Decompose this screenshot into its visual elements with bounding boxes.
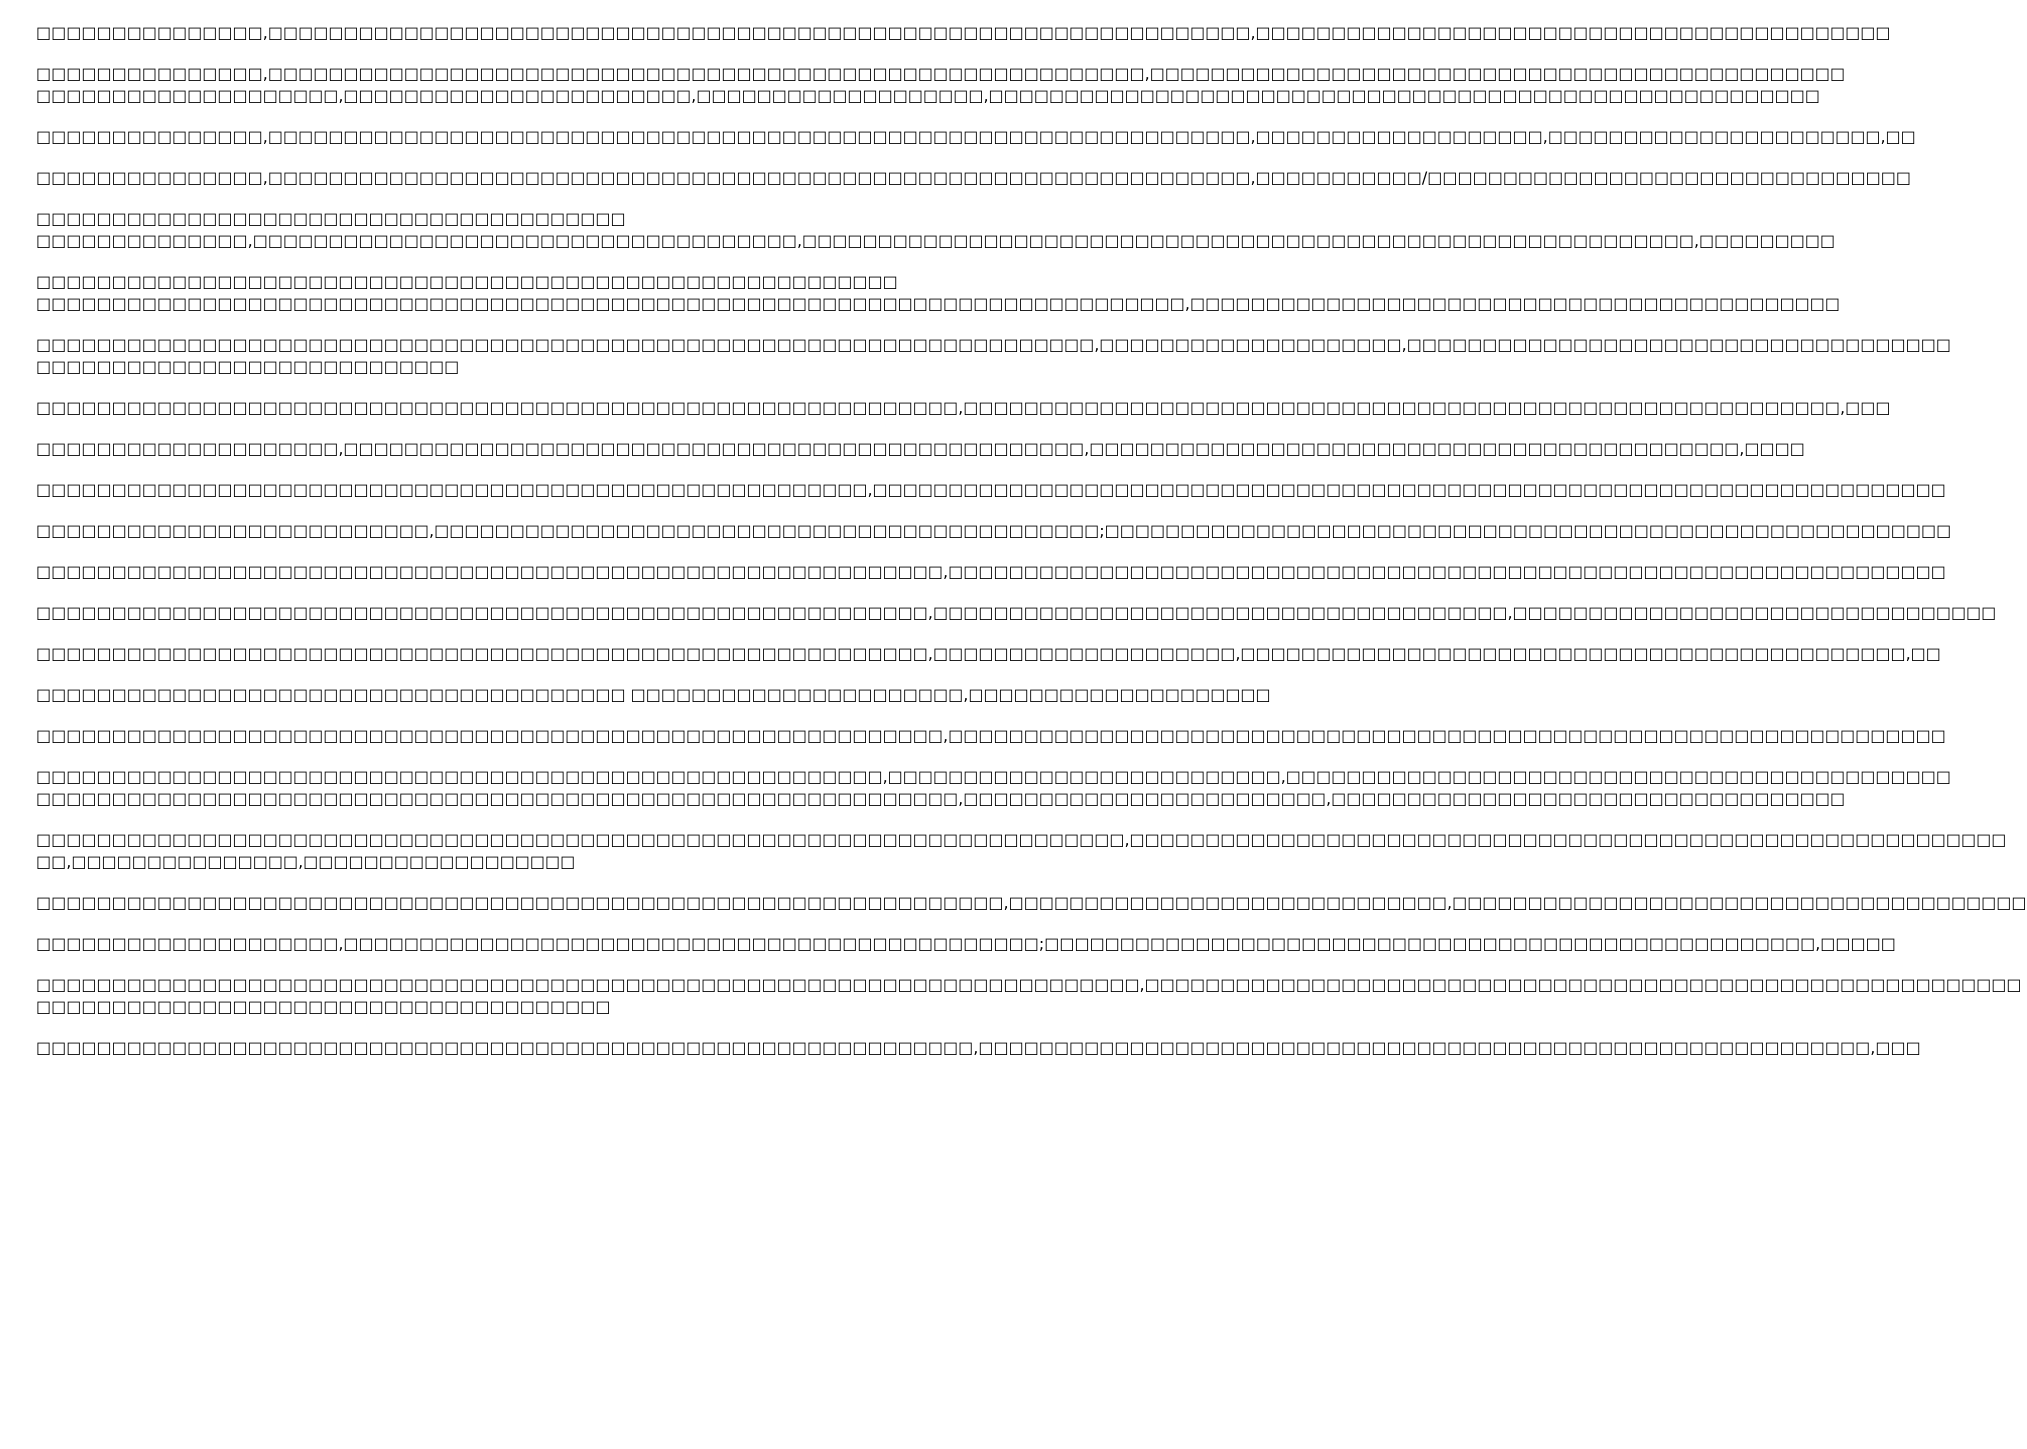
text-line: □□□□□□□□□□□□□□□□□□□□□□□□□□□□□□□□□□□□□□□□□□□□□□□□□□□□□□□□□□□□□□□□□□□□□□□□□□□□,□□□□□□□□□□□□□□□□□□□□□□□□□□□□□□□□□□□□□□□□□□□ (36, 294, 1841, 313)
text-paragraph (36, 22, 1891, 44)
text-line: □□□□□□□□□□□□□□□□□□□□□□□□□□□□□□□□□□□□□□□□□□□□□□□□□□□□□□□□,□□□□□□□□□□□□□□□□□□□□□□□□□□,□□□□□□□□□□□□□□□□□□□□□□□□□□□□□□□□□□□□□□□□□□□□ (36, 767, 1951, 786)
text-line: □□□□□□□□□□□□□□□□□□□□,□□□□□□□□□□□□□□□□□□□□□□□,□□□□□□□□□□□□□□□□□□□,□□□□□□□□□□□□□□□□□□□□□□□□□□□□□□□□□□□□□□□□□□□□□□□□□□□□□□□ (36, 86, 1820, 105)
text-line: □□□□□□□□□□□□□□,□□□□□□□□□□□□□□□□□□□□□□□□□□□□□□□□□□□□,□□□□□□□□□□□□□□□□□□□□□□□□□□□□□□□□□□□□□□□□□□□□□□□□□□□□□□□□□□□,□□□□□□□□□ (36, 231, 1836, 250)
text-line: □□□□□□□□□□□□□□□□□□□□□□□□□□□□□□□□□□□□□□□□□□□□□□□□□□□□□□□□□□□□□,□□□□□□□□□□□□□□□□□□□□□□□□,□□□□□□□□□□□□□□□□□□□□□□□□□□□□□□□□□□ (36, 789, 1846, 808)
text-paragraph (36, 334, 1951, 378)
text-line: □□□□□□□□□□□□□□□□□□□□□□□□□□□□□□□□□□□□□□□□□□□□□□□□□□□□□□□□□□□,□□□□□□□□□□□□□□□□□□□□,□□□□□□□□□□□□□□□□□□□□□□□□□□□□□□□□□□□□□□□□□□□□,□□ (36, 644, 1941, 663)
text-line: □□□□□□□□□□□□□□□□□□□□□□□□□□□□□□□□□□□□□□□□□□□□□□□□□□□□□□□□□□□□□□□□□□□□□□□□□,□□□□□□□□□□□□□□□□□□□□□□□□□□□□□□□□□□□□□□□□□□□□□□□□□□□□□□□□□□ (36, 975, 2022, 994)
text-paragraph (36, 167, 1911, 189)
text-paragraph (36, 438, 1805, 460)
text-line: □□□□□□□□□□□□□□□□□□□□□□□□□□□□□□□□□□□□□□□□□□□□□□□□□□□□□□□□□□□□□□□□□□□□□□□□,□□□□□□□□□□□□□□□□□□□□□□□□□□□□□□□□□□□□□□□□□□□□□□□□□□□□□□□□□□ (36, 830, 2007, 849)
text-paragraph (36, 725, 1946, 747)
text-line: □□□□□□□□□□□□□□□,□□□□□□□□□□□□□□□□□□□□□□□□□□□□□□□□□□□□□□□□□□□□□□□□□□□□□□□□□□,□□□□□□□□□□□□□□□□□□□□□□□□□□□□□□□□□□□□□□□□□□□□□□ (36, 64, 1846, 83)
text-line: □□□□□□□□□□□□□□□□□□□□□□□□□□□□□□□□□□□□□□□□□□□□□□□□□□□□□□□□□□□□□□,□□□□□□□□□□□□□□□□□□□□□□□□□□□□□□□□□□□□□□□□□□□□□□□□□□□□□□□□□□□,□□□ (36, 1038, 1921, 1057)
text-line: □□,□□□□□□□□□□□□□□□,□□□□□□□□□□□□□□□□□□ (36, 852, 576, 871)
text-paragraph (36, 766, 1951, 810)
text-paragraph (36, 684, 1271, 706)
text-line: □□□□□□□□□□□□□□□□□□□□□□□□□□□□ (36, 357, 460, 376)
text-paragraph (36, 520, 1952, 542)
text-line: □□□□□□□□□□□□□□□,□□□□□□□□□□□□□□□□□□□□□□□□□□□□□□□□□□□□□□□□□□□□□□□□□□□□□□□□□□□□□□□□□,□□□□□□□□□□□□□□□□□□□,□□□□□□□□□□□□□□□□□□□□□□,□□ (36, 127, 1916, 146)
text-line: □□□□□□□□□□□□□□□□□□□□□□□□□□□□□□□□□□□□□□□□□□□□□□□□□□□□□□□□□□□,□□□□□□□□□□□□□□□□□□□□□□□□□□□□□□□□□□□□□□,□□□□□□□□□□□□□□□□□□□□□□□□□□□□□□□□ (36, 603, 1997, 622)
text-line: □□□□□□□□□□□□□□□□□□□□□□□□□□□□□□□□□□□□□□□□□□□□□□□□□□□□□□□□□□□□□□□□,□□□□□□□□□□□□□□□□□□□□□□□□□□□□□,□□□□□□□□□□□□□□□□□□□□□□□□□□□□□□□□□□□□□□ (36, 893, 2027, 912)
text-paragraph (36, 479, 1946, 501)
text-paragraph (36, 271, 1841, 315)
text-line: □□□□□□□□□□□□□□□□□□□□,□□□□□□□□□□□□□□□□□□□□□□□□□□□□□□□□□□□□□□□□□□□□□□□□□,□□□□□□□□□□□□□□□□□□□□□□□□□□□□□□□□□□□□□□□□□□□,□□□□ (36, 439, 1805, 458)
text-paragraph (36, 561, 1946, 583)
text-line: □□□□□□□□□□□□□□□□□□□□□□□□□□□□□□□□□□□□□□ (36, 997, 611, 1016)
text-line: □□□□□□□□□□□□□□□□□□□□□□□□□□□□□□□□□□□□□□□□□□□□□□□□□□□□□□□□□□□□□□□□□□□□□□,□□□□□□□□□□□□□□□□□□□□,□□□□□□□□□□□□□□□□□□□□□□□□□□□□□□□□□□□□ (36, 335, 1951, 354)
text-paragraph (36, 208, 1836, 252)
text-line: □□□□□□□□□□□□□□□,□□□□□□□□□□□□□□□□□□□□□□□□□□□□□□□□□□□□□□□□□□□□□□□□□□□□□□□□□□□□□□□□□,□□□□□□□□□□□□□□□□□□□□□□□□□□□□□□□□□□□□□□□□□□ (36, 23, 1891, 42)
text-line: □□□□□□□□□□□□□□□,□□□□□□□□□□□□□□□□□□□□□□□□□□□□□□□□□□□□□□□□□□□□□□□□□□□□□□□□□□□□□□□□□,□□□□□□□□□□□/□□□□□□□□□□□□□□□□□□□□□□□□□□□□□□□□ (36, 168, 1911, 187)
text-paragraph (36, 643, 1941, 665)
text-paragraph (36, 974, 2022, 1018)
document-body (36, 22, 2027, 1432)
text-paragraph (36, 1037, 1921, 1059)
text-line: □□□□□□□□□□□□□□□□□□□□□□□□□□,□□□□□□□□□□□□□□□□□□□□□□□□□□□□□□□□□□□□□□□□□□□□;□□□□□□□□□□□□□□□□□□□□□□□□□□□□□□□□□□□□□□□□□□□□□□□□□□□□□□□□ (36, 521, 1952, 540)
text-line: □□□□□□□□□□□□□□□□□□□□□□□□□□□□□□□□□□□□□□□□□□□□□□□□□□□□□□□□□□□□□,□□□□□□□□□□□□□□□□□□□□□□□□□□□□□□□□□□□□□□□□□□□□□□□□□□□□□□□□□□,□□□ (36, 398, 1891, 417)
text-line: □□□□□□□□□□□□□□□□□□□□□□□□□□□□□□□□□□□□□□□ □□□□□□□□□□□□□□□□□□□□□□,□□□□□□□□□□□□□□□□□□□□ (36, 685, 1271, 704)
text-paragraph (36, 63, 1846, 107)
text-paragraph (36, 892, 2027, 914)
text-paragraph (36, 933, 1896, 955)
text-line: □□□□□□□□□□□□□□□□□□□□□□□□□□□□□□□□□□□□□□□□□□□□□□□□□□□□□□□□□□□□,□□□□□□□□□□□□□□□□□□□□□□□□□□□□□□□□□□□□□□□□□□□□□□□□□□□□□□□□□□□□□□□□□□ (36, 726, 1946, 745)
text-line: □□□□□□□□□□□□□□□□□□□□,□□□□□□□□□□□□□□□□□□□□□□□□□□□□□□□□□□□□□□□□□□□□□□;□□□□□□□□□□□□□□□□□□□□□□□□□□□□□□□□□□□□□□□□□□□□□□□□□□□,□□□□□ (36, 934, 1896, 953)
text-line: □□□□□□□□□□□□□□□□□□□□□□□□□□□□□□□□□□□□□□□□□□□□□□□□□□□□□□□,□□□□□□□□□□□□□□□□□□□□□□□□□□□□□□□□□□□□□□□□□□□□□□□□□□□□□□□□□□□□□□□□□□□□□□□ (36, 480, 1946, 499)
text-line: □□□□□□□□□□□□□□□□□□□□□□□□□□□□□□□□□□□□□□□ (36, 209, 626, 228)
text-paragraph (36, 126, 1916, 148)
text-paragraph (36, 602, 1997, 624)
text-paragraph (36, 829, 2007, 873)
text-line: □□□□□□□□□□□□□□□□□□□□□□□□□□□□□□□□□□□□□□□□□□□□□□□□□□□□□□□□□ (36, 272, 898, 291)
text-line: □□□□□□□□□□□□□□□□□□□□□□□□□□□□□□□□□□□□□□□□□□□□□□□□□□□□□□□□□□□□,□□□□□□□□□□□□□□□□□□□□□□□□□□□□□□□□□□□□□□□□□□□□□□□□□□□□□□□□□□□□□□□□□□ (36, 562, 1946, 581)
text-paragraph (36, 397, 1891, 419)
